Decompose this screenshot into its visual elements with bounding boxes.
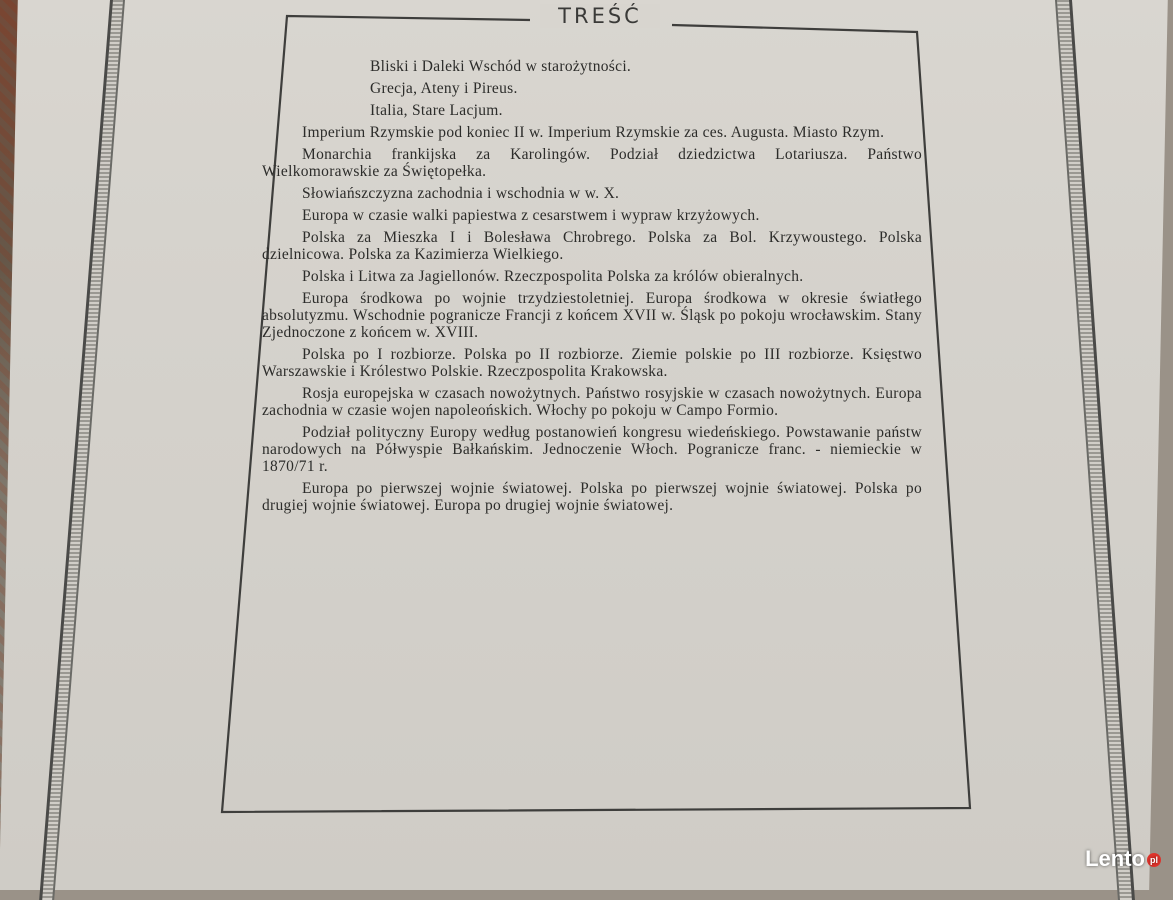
table-of-contents xyxy=(262,58,922,519)
toc-entry: Bliski i Daleki Wschód w starożytności. xyxy=(370,58,632,75)
toc-entry: Rosja europejska w czasach nowożytnych. Państwo rosyjskie w czasach nowożytnych. Europa zachodnia w czasie wojen napoleońskich. Włochy po pokoju w Campo Formio. xyxy=(262,385,922,419)
toc-entry: Europa w czasie walki papiestwa z cesarstwem i wypraw krzyżowych. xyxy=(302,207,760,224)
toc-entry: Imperium Rzymskie pod koniec II w. Imperium Rzymskie za ces. Augusta. Miasto Rzym. xyxy=(302,124,885,141)
toc-entry: Słowiańszczyzna zachodnia i wschodnia w w. X. xyxy=(302,185,620,202)
toc-entry: Polska po I rozbiorze. Polska po II rozbiorze. Ziemie polskie po III rozbiorze. Księstwo Warszawskie i Królestwo Polskie. Rzeczpospolita Krakowska. xyxy=(262,346,922,380)
toc-entry: Monarchia frankijska za Karolingów. Podział dziedzictwa Lotariusza. Państwo Wielkomorawskie za Świętopełka. xyxy=(262,146,922,180)
watermark-brand: Lento xyxy=(1085,846,1145,871)
lento-watermark xyxy=(1085,846,1161,872)
toc-entry: Europa środkowa po wojnie trzydziestoletniej. Europa środkowa w okresie światłego absolutyzmu. Wschodnie pogranicze Francji z końcem XVII w. Śląsk po pokoju wrocławskim. Stany Zjednoczone z końcem w. XVIII. xyxy=(262,290,922,341)
toc-entry: Polska za Mieszka I i Bolesława Chrobrego. Polska za Bol. Krzywoustego. Polska dzielnicowa. Polska za Kazimierza Wielkiego. xyxy=(262,229,922,263)
toc-entry: Italia, Stare Lacjum. xyxy=(370,102,503,119)
toc-entry: Podział polityczny Europy według postanowień kongresu wiedeńskiego. Powstawanie państw narodowych na Półwyspie Bałkańskim. Jednoczenie Włoch. Pogranicze franc. - niemieckie w 1870/71 r. xyxy=(262,424,922,475)
page-title: TREŚĆ xyxy=(540,4,660,28)
toc-entry: Grecja, Ateny i Pireus. xyxy=(370,80,518,97)
toc-entry: Polska i Litwa za Jagiellonów. Rzeczpospolita Polska za królów obieralnych. xyxy=(302,268,804,285)
watermark-badge: pl xyxy=(1147,853,1161,867)
toc-entry: Europa po pierwszej wojnie światowej. Polska po pierwszej wojnie światowej. Polska po drugiej wojnie światowej. Europa po drugiej wojnie światowej. xyxy=(262,480,922,514)
